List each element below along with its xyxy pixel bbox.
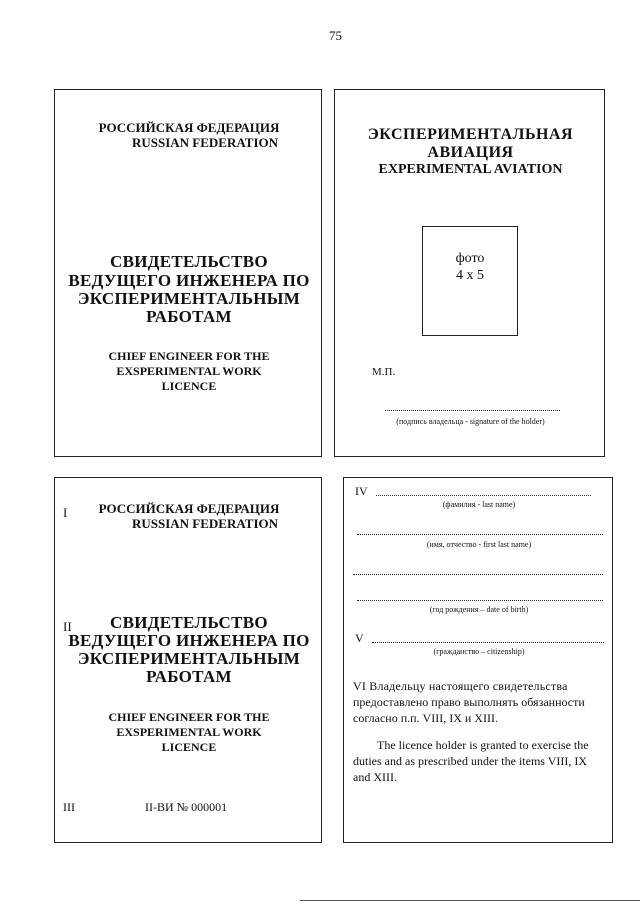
licence-title-en-line-2: EXSPERIMENTAL WORK — [116, 725, 262, 739]
licence-holder-details-panel — [343, 477, 613, 843]
licence-number: II-ВИ № 000001 — [145, 800, 228, 814]
section-number-iii: III — [63, 800, 75, 814]
licence-title-en-line-1: CHIEF ENGINEER FOR THE — [108, 710, 270, 724]
citizenship-field — [372, 642, 604, 643]
section-number-v: V — [355, 631, 364, 645]
licence-title-en-line-3: LICENCE — [161, 740, 217, 754]
licence-title-ru-line-4: РАБОТАМ — [146, 307, 232, 326]
signature-line — [385, 410, 560, 411]
licence-title-en-line-1: CHIEF ENGINEER FOR THE — [108, 349, 270, 363]
licence-title-ru-line-2: ВЕДУЩЕГО ИНЖЕНЕРА ПО — [68, 631, 310, 650]
first-name-field — [357, 534, 603, 535]
rights-ru-line-3: согласно п.п. VIII, IX и XIII. — [353, 711, 498, 725]
section-number-i: I — [63, 505, 68, 520]
rights-ru-line-1: VI Владельцу настоящего свидетельства — [353, 679, 568, 693]
first-name-caption: (имя, отчество - first last name) — [426, 540, 532, 549]
date-of-birth-field — [357, 600, 603, 601]
experimental-aviation-heading-en: EXPERIMENTAL AVIATION — [378, 162, 563, 177]
date-of-birth-caption: (год рождения – date of birth) — [429, 605, 529, 614]
section-number-ii: II — [63, 619, 72, 634]
licence-title-ru-line-3: ЭКСПЕРИМЕНТАЛЬНЫМ — [77, 289, 301, 308]
licence-inner-left-panel — [54, 477, 322, 843]
rights-en-line-2: duties and as prescribed under the items VIII, IX — [353, 754, 588, 768]
photo-label: фото — [455, 251, 485, 266]
citizenship-caption: (гражданство – citizenship) — [433, 647, 525, 656]
licence-cover-panel — [54, 89, 322, 457]
rights-en-line-1: The licence holder is granted to exercise the — [377, 738, 589, 752]
last-name-caption: (фамилия - last name) — [442, 500, 516, 509]
licence-title-ru-line-3: ЭКСПЕРИМЕНТАЛЬНЫМ — [77, 649, 301, 668]
federation-en-heading: RUSSIAN FEDERATION — [131, 516, 279, 531]
signature-caption: (подпись владельца - signature of the holder) — [396, 417, 545, 426]
licence-title-en-line-3: LICENCE — [161, 379, 217, 393]
experimental-aviation-heading-ru-1: ЭКСПЕРИМЕНТАЛЬНАЯ — [367, 126, 574, 143]
last-name-field — [376, 495, 591, 496]
federation-en-heading: RUSSIAN FEDERATION — [131, 135, 279, 150]
section-number-iv: IV — [355, 484, 368, 498]
federation-ru-heading: РОССИЙСКАЯ ФЕДЕРАЦИЯ — [98, 120, 280, 135]
licence-title-ru-line-1: СВИДЕТЕЛЬСТВО — [110, 613, 268, 632]
licence-photo-panel — [334, 89, 605, 457]
rights-ru-line-2: предоставлено право выполнять обязанности — [353, 695, 585, 709]
rights-en-line-3: and XIII. — [353, 770, 397, 784]
licence-title-en-line-2: EXSPERIMENTAL WORK — [116, 364, 262, 378]
photo-size-label: 4 x 5 — [456, 268, 484, 283]
federation-ru-heading: РОССИЙСКАЯ ФЕДЕРАЦИЯ — [98, 501, 280, 516]
seal-label: М.П. — [372, 366, 396, 378]
bottom-rule — [300, 900, 640, 901]
photo-placeholder — [422, 226, 518, 336]
page-number: 75 — [329, 28, 342, 43]
extra-line-field — [353, 574, 603, 575]
licence-title-ru-line-4: РАБОТАМ — [146, 667, 232, 686]
licence-title-ru-line-1: СВИДЕТЕЛЬСТВО — [110, 252, 268, 271]
licence-title-ru-line-2: ВЕДУЩЕГО ИНЖЕНЕРА ПО — [68, 271, 310, 290]
experimental-aviation-heading-ru-2: АВИАЦИЯ — [427, 144, 514, 161]
